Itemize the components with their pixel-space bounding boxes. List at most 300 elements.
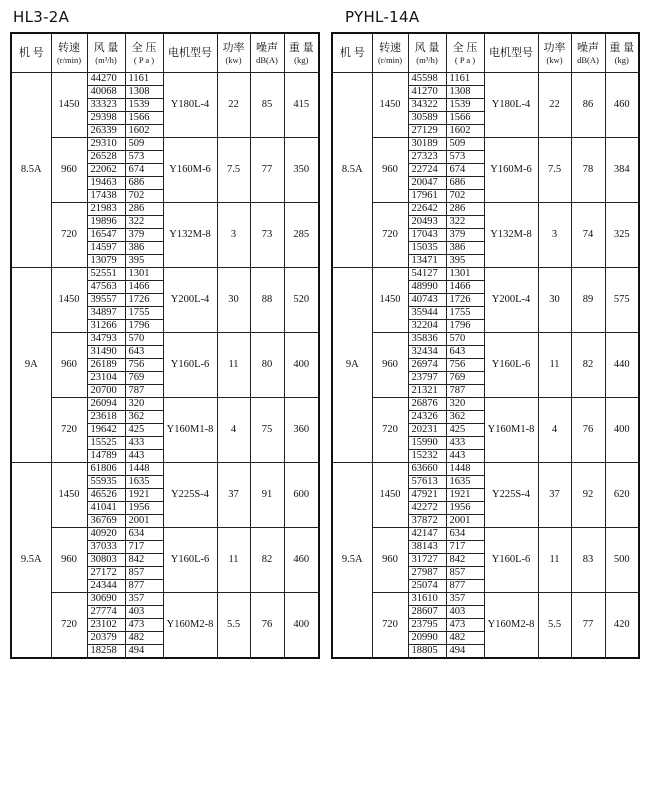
table-title-pyhl-14a: PYHL-14A: [345, 8, 420, 26]
airflow-cell: 29310: [87, 138, 125, 151]
speed-cell: 1450: [51, 73, 87, 138]
header-weight: [605, 33, 639, 73]
airflow-cell: 26528: [87, 151, 125, 164]
speed-cell: 1450: [372, 268, 408, 333]
header-unit: (kg): [294, 54, 309, 65]
pressure-cell: 702: [125, 190, 163, 203]
header-unit: (r/min): [56, 54, 82, 65]
header-label: 噪声: [256, 41, 278, 54]
weight-cell: 575: [605, 268, 639, 333]
airflow-cell: 37872: [408, 515, 446, 528]
weight-cell: 500: [605, 528, 639, 593]
airflow-cell: 42272: [408, 502, 446, 515]
header-airflow: [408, 33, 446, 73]
table-row: [332, 398, 639, 411]
airflow-cell: 18258: [87, 645, 125, 659]
power-cell: 37: [538, 463, 571, 528]
noise-cell: 92: [571, 463, 605, 528]
airflow-cell: 48990: [408, 281, 446, 294]
airflow-cell: 23797: [408, 372, 446, 385]
pressure-cell: 1308: [125, 86, 163, 99]
airflow-cell: 57613: [408, 476, 446, 489]
pressure-cell: 1566: [446, 112, 484, 125]
header-unit: (kg): [614, 54, 629, 65]
noise-cell: 76: [571, 398, 605, 463]
speed-cell: 1450: [372, 73, 408, 138]
pressure-cell: 756: [125, 359, 163, 372]
noise-cell: 77: [571, 593, 605, 659]
pressure-cell: 1301: [446, 268, 484, 281]
spec-table-pyhl-14a: [331, 32, 640, 659]
pressure-cell: 717: [446, 541, 484, 554]
pressure-cell: 842: [446, 554, 484, 567]
airflow-cell: 32434: [408, 346, 446, 359]
pressure-cell: 433: [125, 437, 163, 450]
pressure-cell: 473: [125, 619, 163, 632]
header-unit: (m³/h): [416, 54, 438, 65]
pressure-cell: 1466: [446, 281, 484, 294]
pressure-cell: 322: [125, 216, 163, 229]
header-label: 重 量: [609, 41, 635, 54]
airflow-cell: 55935: [87, 476, 125, 489]
pressure-cell: 362: [446, 411, 484, 424]
header-unit: (kw): [225, 54, 242, 65]
airflow-cell: 19463: [87, 177, 125, 190]
pressure-cell: 769: [446, 372, 484, 385]
pressure-cell: 1726: [125, 294, 163, 307]
header-label: 转速: [58, 41, 80, 54]
header-unit: (m³/h): [95, 54, 117, 65]
header-speed: [372, 33, 408, 73]
airflow-cell: 54127: [408, 268, 446, 281]
airflow-cell: 42147: [408, 528, 446, 541]
airflow-cell: 26876: [408, 398, 446, 411]
header-unit: ( P a ): [454, 54, 476, 65]
airflow-cell: 20047: [408, 177, 446, 190]
pressure-cell: 395: [125, 255, 163, 268]
power-cell: 3: [217, 203, 250, 268]
noise-cell: 75: [250, 398, 284, 463]
airflow-cell: 27172: [87, 567, 125, 580]
pressure-cell: 322: [446, 216, 484, 229]
airflow-cell: 13079: [87, 255, 125, 268]
motor-cell: Y160M2-8: [163, 593, 217, 659]
airflow-cell: 38143: [408, 541, 446, 554]
pressure-cell: 643: [446, 346, 484, 359]
pressure-cell: 573: [446, 151, 484, 164]
table-row: [332, 528, 639, 541]
header-unit: dB(A): [256, 54, 278, 65]
pressure-cell: 482: [446, 632, 484, 645]
pressure-cell: 877: [125, 580, 163, 593]
power-cell: 22: [217, 73, 250, 138]
airflow-cell: 20990: [408, 632, 446, 645]
noise-cell: 82: [250, 528, 284, 593]
header-power: [538, 33, 571, 73]
pressure-cell: 573: [125, 151, 163, 164]
pressure-cell: 842: [125, 554, 163, 567]
weight-cell: 285: [284, 203, 319, 268]
header-label: 全 压: [131, 41, 157, 54]
weight-cell: 400: [605, 398, 639, 463]
airflow-cell: 41041: [87, 502, 125, 515]
motor-cell: Y180L-4: [484, 73, 538, 138]
pressure-cell: 386: [125, 242, 163, 255]
speed-cell: 720: [51, 593, 87, 659]
table-body: [11, 73, 319, 659]
airflow-cell: 13471: [408, 255, 446, 268]
table-row: [11, 138, 319, 151]
pressure-cell: 674: [125, 164, 163, 177]
pressure-cell: 787: [125, 385, 163, 398]
speed-cell: 720: [372, 593, 408, 659]
model-cell: 8.5A: [11, 73, 51, 268]
model-cell: 9A: [11, 268, 51, 463]
airflow-cell: 15232: [408, 450, 446, 463]
pressure-cell: 1956: [125, 502, 163, 515]
pressure-cell: 1635: [446, 476, 484, 489]
airflow-cell: 23102: [87, 619, 125, 632]
header-label: 机 号: [18, 46, 44, 59]
pressure-cell: 379: [446, 229, 484, 242]
airflow-cell: 40068: [87, 86, 125, 99]
model-cell: 8.5A: [332, 73, 372, 268]
speed-cell: 1450: [372, 463, 408, 528]
motor-cell: Y225S-4: [163, 463, 217, 528]
pressure-cell: 1956: [446, 502, 484, 515]
noise-cell: 91: [250, 463, 284, 528]
pressure-cell: 357: [125, 593, 163, 606]
model-cell: 9.5A: [11, 463, 51, 659]
airflow-cell: 19896: [87, 216, 125, 229]
motor-cell: Y160L-6: [163, 528, 217, 593]
header-model: [11, 33, 51, 73]
pressure-cell: 1726: [446, 294, 484, 307]
header-label: 电机型号: [489, 46, 533, 59]
power-cell: 11: [217, 333, 250, 398]
airflow-cell: 15035: [408, 242, 446, 255]
airflow-cell: 35944: [408, 307, 446, 320]
airflow-cell: 24326: [408, 411, 446, 424]
pressure-cell: 857: [446, 567, 484, 580]
table-row: [332, 268, 639, 281]
airflow-cell: 45598: [408, 73, 446, 86]
motor-cell: Y160M-6: [484, 138, 538, 203]
pressure-cell: 320: [446, 398, 484, 411]
airflow-cell: 30690: [87, 593, 125, 606]
header-unit: (kw): [546, 54, 563, 65]
table-row: [332, 333, 639, 346]
motor-cell: Y160L-6: [484, 333, 538, 398]
motor-cell: Y200L-4: [163, 268, 217, 333]
header-row: [11, 33, 319, 73]
pressure-cell: 634: [446, 528, 484, 541]
weight-cell: 620: [605, 463, 639, 528]
pressure-cell: 286: [446, 203, 484, 216]
speed-cell: 960: [51, 138, 87, 203]
speed-cell: 720: [51, 398, 87, 463]
airflow-cell: 27987: [408, 567, 446, 580]
airflow-cell: 20700: [87, 385, 125, 398]
pressure-cell: 443: [125, 450, 163, 463]
airflow-cell: 23104: [87, 372, 125, 385]
airflow-cell: 52551: [87, 268, 125, 281]
motor-cell: Y225S-4: [484, 463, 538, 528]
header-label: 功率: [543, 41, 566, 54]
header-pressure: [446, 33, 484, 73]
header-label: 电机型号: [168, 46, 212, 59]
airflow-cell: 44270: [87, 73, 125, 86]
speed-cell: 960: [51, 528, 87, 593]
airflow-cell: 41270: [408, 86, 446, 99]
airflow-cell: 19642: [87, 424, 125, 437]
airflow-cell: 29398: [87, 112, 125, 125]
power-cell: 30: [217, 268, 250, 333]
pressure-cell: 1566: [125, 112, 163, 125]
airflow-cell: 34897: [87, 307, 125, 320]
airflow-cell: 27323: [408, 151, 446, 164]
airflow-cell: 17438: [87, 190, 125, 203]
pressure-cell: 2001: [446, 515, 484, 528]
airflow-cell: 14789: [87, 450, 125, 463]
pressure-cell: 570: [125, 333, 163, 346]
airflow-cell: 25074: [408, 580, 446, 593]
table-row: [11, 73, 319, 86]
noise-cell: 78: [571, 138, 605, 203]
table-row: [11, 268, 319, 281]
airflow-cell: 26094: [87, 398, 125, 411]
motor-cell: Y200L-4: [484, 268, 538, 333]
header-label: 全 压: [452, 41, 478, 54]
airflow-cell: 22724: [408, 164, 446, 177]
weight-cell: 460: [284, 528, 319, 593]
airflow-cell: 15525: [87, 437, 125, 450]
table-row: [11, 528, 319, 541]
airflow-cell: 31266: [87, 320, 125, 333]
header-power: [217, 33, 250, 73]
power-cell: 5.5: [217, 593, 250, 659]
pressure-cell: 443: [446, 450, 484, 463]
header-speed: [51, 33, 87, 73]
noise-cell: 76: [250, 593, 284, 659]
weight-cell: 520: [284, 268, 319, 333]
pressure-cell: 769: [125, 372, 163, 385]
header-airflow: [87, 33, 125, 73]
speed-cell: 720: [372, 203, 408, 268]
airflow-cell: 37033: [87, 541, 125, 554]
pressure-cell: 1539: [125, 99, 163, 112]
pressure-cell: 1755: [446, 307, 484, 320]
noise-cell: 85: [250, 73, 284, 138]
airflow-cell: 31727: [408, 554, 446, 567]
speed-cell: 960: [372, 138, 408, 203]
pressure-cell: 1539: [446, 99, 484, 112]
pressure-cell: 403: [125, 606, 163, 619]
spec-table-hl3-2a: [10, 32, 320, 659]
noise-cell: 89: [571, 268, 605, 333]
table-row: [332, 463, 639, 476]
airflow-cell: 18805: [408, 645, 446, 659]
pressure-cell: 702: [446, 190, 484, 203]
noise-cell: 74: [571, 203, 605, 268]
airflow-cell: 39557: [87, 294, 125, 307]
pressure-cell: 509: [125, 138, 163, 151]
pressure-cell: 1635: [125, 476, 163, 489]
power-cell: 4: [538, 398, 571, 463]
speed-cell: 960: [51, 333, 87, 398]
airflow-cell: 23618: [87, 411, 125, 424]
airflow-cell: 63660: [408, 463, 446, 476]
motor-cell: Y160M-6: [163, 138, 217, 203]
speed-cell: 1450: [51, 268, 87, 333]
header-label: 功率: [222, 41, 245, 54]
weight-cell: 440: [605, 333, 639, 398]
weight-cell: 400: [284, 593, 319, 659]
pressure-cell: 1161: [125, 73, 163, 86]
airflow-cell: 46526: [87, 489, 125, 502]
power-cell: 11: [538, 333, 571, 398]
motor-cell: Y160M2-8: [484, 593, 538, 659]
airflow-cell: 20379: [87, 632, 125, 645]
pressure-cell: 1466: [125, 281, 163, 294]
pressure-cell: 1161: [446, 73, 484, 86]
header-unit: ( P a ): [133, 54, 155, 65]
pressure-cell: 1921: [125, 489, 163, 502]
motor-cell: Y160L-6: [163, 333, 217, 398]
airflow-cell: 35836: [408, 333, 446, 346]
airflow-cell: 34793: [87, 333, 125, 346]
airflow-cell: 26974: [408, 359, 446, 372]
pressure-cell: 787: [446, 385, 484, 398]
speed-cell: 720: [51, 203, 87, 268]
noise-cell: 86: [571, 73, 605, 138]
airflow-cell: 22062: [87, 164, 125, 177]
motor-cell: Y160M1-8: [484, 398, 538, 463]
noise-cell: 73: [250, 203, 284, 268]
weight-cell: 600: [284, 463, 319, 528]
power-cell: 11: [217, 528, 250, 593]
airflow-cell: 36769: [87, 515, 125, 528]
pressure-cell: 1308: [446, 86, 484, 99]
power-cell: 3: [538, 203, 571, 268]
pressure-cell: 686: [125, 177, 163, 190]
airflow-cell: 34322: [408, 99, 446, 112]
airflow-cell: 24344: [87, 580, 125, 593]
pressure-cell: 425: [446, 424, 484, 437]
pressure-cell: 494: [446, 645, 484, 659]
pressure-cell: 1602: [125, 125, 163, 138]
power-cell: 30: [538, 268, 571, 333]
pressure-cell: 756: [446, 359, 484, 372]
pressure-cell: 425: [125, 424, 163, 437]
airflow-cell: 20231: [408, 424, 446, 437]
airflow-cell: 31610: [408, 593, 446, 606]
airflow-cell: 21321: [408, 385, 446, 398]
table-row: [332, 593, 639, 606]
header-motor: [484, 33, 538, 73]
table-title-hl3-2a: HL3-2A: [13, 8, 70, 26]
speed-cell: 960: [372, 333, 408, 398]
header-label: 风 量: [414, 41, 440, 54]
weight-cell: 420: [605, 593, 639, 659]
header-label: 机 号: [339, 46, 365, 59]
pressure-cell: 473: [446, 619, 484, 632]
motor-cell: Y132M-8: [484, 203, 538, 268]
header-unit: dB(A): [577, 54, 599, 65]
airflow-cell: 30589: [408, 112, 446, 125]
airflow-cell: 15990: [408, 437, 446, 450]
header-pressure: [125, 33, 163, 73]
weight-cell: 384: [605, 138, 639, 203]
pressure-cell: 509: [446, 138, 484, 151]
noise-cell: 80: [250, 333, 284, 398]
pressure-cell: 1301: [125, 268, 163, 281]
pressure-cell: 395: [446, 255, 484, 268]
pressure-cell: 1448: [446, 463, 484, 476]
table-row: [11, 593, 319, 606]
airflow-cell: 27129: [408, 125, 446, 138]
motor-cell: Y160L-6: [484, 528, 538, 593]
airflow-cell: 61806: [87, 463, 125, 476]
header-label: 风 量: [93, 41, 119, 54]
noise-cell: 82: [571, 333, 605, 398]
pressure-cell: 634: [125, 528, 163, 541]
airflow-cell: 28607: [408, 606, 446, 619]
table-body: [332, 73, 639, 659]
airflow-cell: 40920: [87, 528, 125, 541]
airflow-cell: 16547: [87, 229, 125, 242]
header-label: 转速: [379, 41, 401, 54]
power-cell: 5.5: [538, 593, 571, 659]
power-cell: 11: [538, 528, 571, 593]
motor-cell: Y160M1-8: [163, 398, 217, 463]
airflow-cell: 17043: [408, 229, 446, 242]
pressure-cell: 717: [125, 541, 163, 554]
pressure-cell: 357: [446, 593, 484, 606]
model-cell: 9A: [332, 268, 372, 463]
noise-cell: 83: [571, 528, 605, 593]
pressure-cell: 1602: [446, 125, 484, 138]
header-noise: [571, 33, 605, 73]
speed-cell: 960: [372, 528, 408, 593]
weight-cell: 360: [284, 398, 319, 463]
pressure-cell: 433: [446, 437, 484, 450]
table-row: [332, 138, 639, 151]
airflow-cell: 26339: [87, 125, 125, 138]
power-cell: 37: [217, 463, 250, 528]
speed-cell: 720: [372, 398, 408, 463]
model-cell: 9.5A: [332, 463, 372, 659]
airflow-cell: 21983: [87, 203, 125, 216]
noise-cell: 77: [250, 138, 284, 203]
pressure-cell: 1796: [446, 320, 484, 333]
pressure-cell: 320: [125, 398, 163, 411]
pressure-cell: 1448: [125, 463, 163, 476]
header-model: [332, 33, 372, 73]
airflow-cell: 27774: [87, 606, 125, 619]
table-row: [11, 463, 319, 476]
pressure-cell: 1921: [446, 489, 484, 502]
header-label: 重 量: [288, 41, 314, 54]
weight-cell: 460: [605, 73, 639, 138]
header-row: [332, 33, 639, 73]
airflow-cell: 40743: [408, 294, 446, 307]
pressure-cell: 1755: [125, 307, 163, 320]
airflow-cell: 22642: [408, 203, 446, 216]
header-weight: [284, 33, 319, 73]
pressure-cell: 570: [446, 333, 484, 346]
table-row: [11, 333, 319, 346]
